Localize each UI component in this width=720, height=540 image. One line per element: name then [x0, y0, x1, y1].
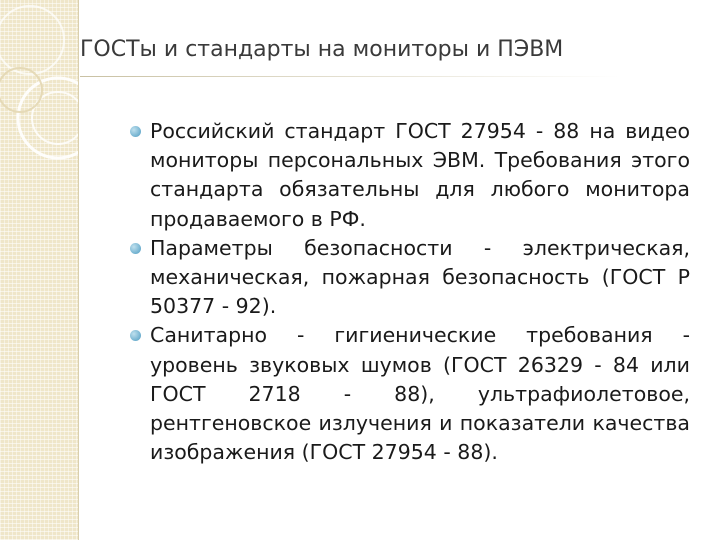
bullet-text: Российский стандарт ГОСТ 27954 - 88 на видео мониторы персональных ЭВМ. Требования этого стандарта обязательны для любого монитора продаваемого в РФ. — [150, 119, 690, 231]
list-item — [150, 117, 690, 234]
round-bullet-icon — [130, 126, 141, 137]
round-bullet-icon — [130, 243, 141, 254]
round-bullet-icon — [130, 330, 141, 341]
list-item — [150, 321, 690, 467]
bullet-list — [150, 117, 690, 467]
left-decorative-strip — [0, 0, 78, 540]
concentric-circles-decoration — [0, 0, 78, 540]
left-strip-edge — [78, 0, 79, 540]
bullet-text: Параметры безопасности - электрическая, механическая, пожарная безопасность (ГОСТ Р 50377 - 92). — [150, 235, 690, 319]
bullet-text: Санитарно - гигиенические требования - уровень звуковых шумов (ГОСТ 26329 - 84 или ГОСТ 2718 - 88), ультрафиолетовое, рентгеновское излучения и показатели качества изображения (ГОСТ 27954 - 88). — [150, 323, 690, 465]
title-divider — [80, 76, 620, 77]
slide-title: ГОСТы и стандарты на мониторы и ПЭВМ — [80, 37, 564, 62]
list-item — [150, 234, 690, 322]
